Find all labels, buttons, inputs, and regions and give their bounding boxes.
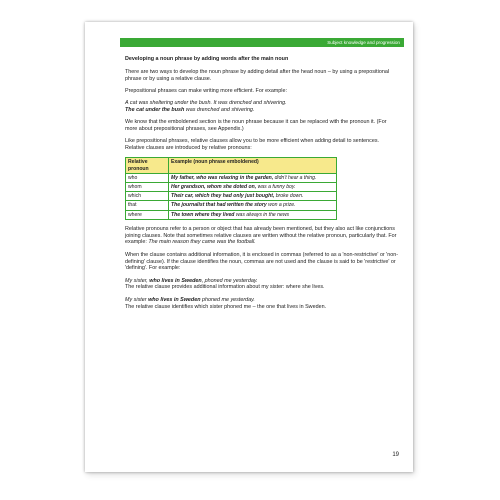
example-block-3: [125, 297, 399, 311]
example2-explanation: The relative clause provides additional information about my sister: where she lives.: [125, 284, 325, 291]
example-noun-phrase: The town where they lived: [171, 211, 235, 218]
example2-post: , phoned me yesterday.: [201, 277, 258, 284]
example1-line1: A cat was sheltering under the bush. It was drenched and shivering.: [125, 100, 287, 107]
page-number: 19: [392, 452, 399, 458]
header-example: Example (noun phrase emboldened): [169, 158, 337, 173]
table-row: [126, 183, 337, 192]
example-noun-phrase: Their car, which they had only just bought,: [171, 193, 275, 200]
example-rest: didn't hear a thing.: [273, 174, 317, 181]
relative-pronouns-example: The main reason they came was the football.: [148, 239, 256, 246]
example-noun-phrase: My father, who was relaxing in the garden,: [171, 174, 274, 181]
table-row: [126, 210, 337, 219]
example-noun-phrase: The journalist that had written the story: [171, 202, 267, 209]
table-row: [126, 192, 337, 201]
emboldened-note: We know that the emboldened section is the noun phrase because it can be replaced with the pronoun it. (For more about prepositional phrases, see Appendix.): [125, 119, 387, 133]
example-rest: was a funny boy.: [256, 184, 296, 191]
example1-noun-phrase: The cat under the bush: [125, 106, 185, 113]
pronoun-cell: where: [126, 210, 169, 219]
relative-clause-intro: Like prepositional phrases, relative clauses allow you to be more efficient when adding detail to sentences. Relative clauses are introduced by relative pronouns:: [125, 138, 380, 152]
document-page: [85, 22, 413, 472]
example-rest: won a prize.: [266, 202, 296, 209]
example-block-1: [125, 100, 399, 114]
example-cell: [169, 201, 337, 210]
example-cell: [169, 192, 337, 201]
pronoun-cell: who: [126, 173, 169, 182]
section-header-bar: [120, 38, 404, 47]
example2-clause: who lives in Sweden: [149, 277, 202, 284]
pronoun-cell: whom: [126, 183, 169, 192]
example2-pre: My sister,: [125, 277, 150, 284]
pronoun-cell: that: [126, 201, 169, 210]
table-row: [126, 201, 337, 210]
pronoun-cell: which: [126, 192, 169, 201]
relative-pronoun-table: [125, 157, 337, 219]
section-heading: Developing a noun phrase by adding words after the main noun: [125, 56, 289, 62]
example3-post: phoned me yesterday.: [200, 296, 255, 303]
table-row: [126, 173, 337, 182]
example3-explanation: The relative clause identifies which sister phoned me – the one that lives in Sweden.: [125, 303, 327, 310]
example1-line2-rest: was drenched and shivering.: [184, 106, 255, 113]
example3-clause: who lives in Sweden: [148, 296, 201, 303]
intro-paragraph: There are two ways to develop the noun phrase by adding detail after the head noun – by using a prepositional phrase or by using a relative clause.: [125, 68, 390, 82]
example3-pre: My sister: [125, 296, 149, 303]
header-relative-pronoun: Relative pronoun: [126, 158, 169, 173]
commas-paragraph: When the clause contains additional information, it is enclosed in commas (referred to as a 'non-restrictive' or 'non-defining' clause). If the clause identifies the noun, commas are not used and the clause is said to be 'restrictive' or 'defining'. For example:: [125, 251, 399, 272]
example-block-2: [125, 278, 399, 292]
section-label: Subject knowledge and progression: [327, 40, 400, 45]
example-rest: was always in the news: [234, 211, 290, 218]
example-rest: broke down.: [274, 193, 304, 200]
example-cell: [169, 173, 337, 182]
example-noun-phrase: Her grandson, whom she doted on,: [171, 184, 257, 191]
example-cell: [169, 183, 337, 192]
relative-pronouns-paragraph: [125, 226, 399, 246]
prepositional-intro: Prepositional phrases can make writing more efficient. For example:: [125, 87, 287, 94]
table-header-row: [126, 158, 337, 173]
relative-pronouns-text: Relative pronouns refer to a person or object that has already been mentioned, but they also act like conjunctions joining clauses. Note that sometimes relative clauses are written without the relative pronoun, particularly that. For example:: [125, 225, 397, 246]
page-content: [125, 56, 399, 316]
example-cell: [169, 210, 337, 219]
